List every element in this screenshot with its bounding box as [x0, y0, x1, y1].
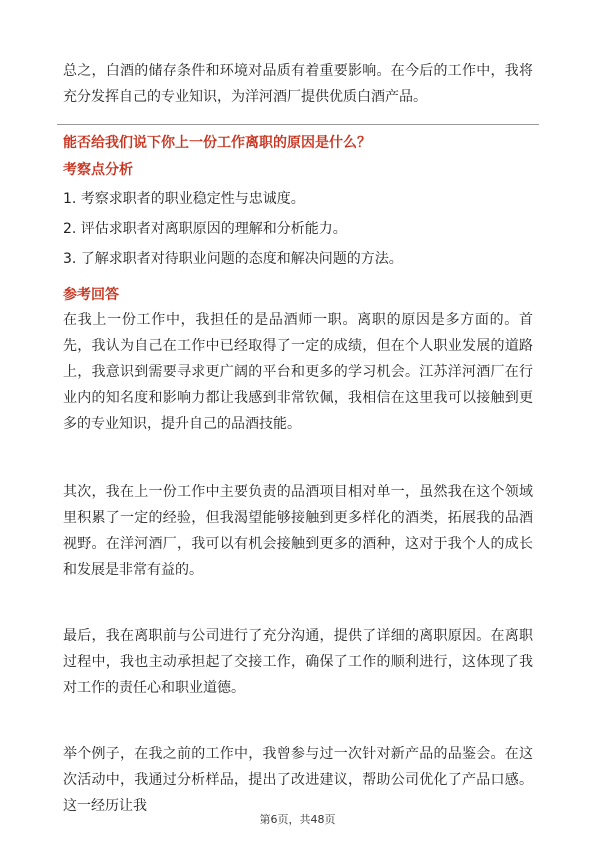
answer-paragraph: 举个例子，在我之前的工作中，我曾参与过一次针对新产品的品鉴会。在这次活动中，我通过分析样品，提出了改进建议，帮助公司优化了产品口感。这一经历让我 [63, 746, 533, 814]
analysis-list [63, 184, 533, 274]
interview-question: 能否给我们说下你上一份工作离职的原因是什么？ [63, 135, 371, 151]
analysis-heading: 考察点分析 [63, 162, 133, 178]
list-item: 2. 评估求职者对离职原因的理解和分析能力。 [63, 221, 347, 237]
answer-paragraph: 最后，我在离职前与公司进行了充分沟通，提供了详细的离职原因。在离职过程中，我也主动承担起了交接工作，确保了工作的顺利进行，这体现了我对工作的责任心和职业道德。 [63, 628, 533, 696]
answer-paragraph: 在我上一份工作中，我担任的是品酒师一职。离职的原因是多方面的。首先，我认为自己在工作中已经取得了一定的成绩，但在个人职业发展的道路上，我意识到需要寻求更广阔的平台和更多的学习机会。江苏洋河酒厂在行业内的知名度和影响力都让我感到非常钦佩，我相信在这里我可以接触到更多的专业知识，提升自己的品酒技能。 [63, 312, 533, 432]
intro-paragraph: 总之，白酒的储存条件和环境对品质有着重要影响。在今后的工作中，我将充分发挥自己的专业知识，为洋河酒厂提供优质白酒产品。 [63, 63, 533, 105]
page-number: 第6页，共48页 [259, 813, 336, 826]
answer-heading: 参考回答 [63, 287, 119, 303]
list-item: 1. 考察求职者的职业稳定性与忠诚度。 [63, 191, 305, 207]
section-divider [57, 124, 539, 125]
answer-paragraph: 其次，我在上一份工作中主要负责的品酒项目相对单一，虽然我在这个领域里积累了一定的经验，但我渴望能够接触到更多样化的酒类，拓展我的品酒视野。在洋河酒厂，我可以有机会接触到更多的酒种，这对于我个人的成长和发展是非常有益的。 [63, 484, 533, 578]
list-item: 3. 了解求职者对待职业问题的态度和解决问题的方法。 [63, 251, 403, 267]
